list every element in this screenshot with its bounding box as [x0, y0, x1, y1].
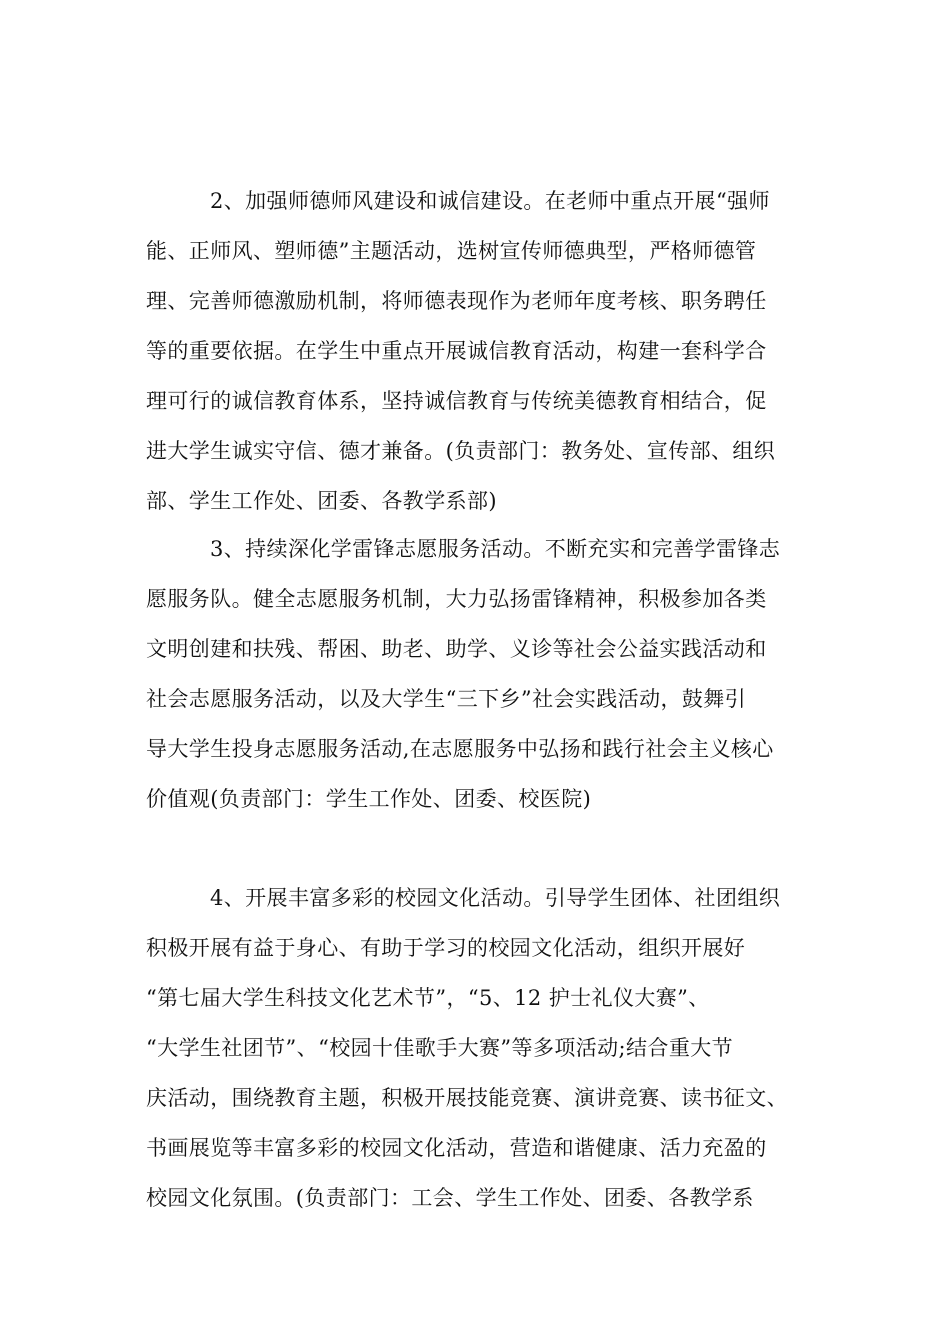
- text-line: 社会志愿服务活动，以及大学生“三下乡”社会实践活动，鼓舞引: [146, 687, 747, 711]
- text-line: 积极开展有益于身心、有助于学习的校园文化活动，组织开展好: [146, 936, 746, 960]
- text-line: 2、加强师德师风建设和诚信建设。在老师中重点开展“强师: [210, 189, 770, 213]
- paragraph-2-teacher-ethics: [146, 176, 836, 526]
- text-line: 3、持续深化学雷锋志愿服务活动。不断充实和完善学雷锋志: [210, 537, 781, 561]
- text-line: 价值观(负责部门：学生工作处、团委、校医院): [146, 787, 592, 811]
- text-line: 书画展览等丰富多彩的校园文化活动，营造和谐健康、活力充盈的: [146, 1136, 767, 1160]
- text-line: 4、开展丰富多彩的校园文化活动。引导学生团体、社团组织: [210, 886, 781, 910]
- text-line: 部、学生工作处、团委、各教学系部): [146, 489, 497, 513]
- text-line: 理可行的诚信教育体系，坚持诚信教育与传统美德教育相结合，促: [146, 389, 767, 413]
- text-line: 愿服务队。健全志愿服务机制，大力弘扬雷锋精神，积极参加各类: [146, 587, 767, 611]
- text-line: 文明创建和扶残、帮困、助老、助学、义诊等社会公益实践活动和: [146, 637, 767, 661]
- paragraph-4-campus-culture: [146, 873, 836, 1223]
- text-line: “第七届大学生科技文化艺术节”，“5、12 护士礼仪大赛”、: [146, 986, 710, 1010]
- paragraph-3-volunteer-service: [146, 524, 836, 824]
- text-line: 校园文化氛围。(负责部门：工会、学生工作处、团委、各教学系: [146, 1186, 754, 1210]
- text-line: 导大学生投身志愿服务活动,在志愿服务中弘扬和践行社会主义核心: [146, 737, 774, 761]
- text-line: 等的重要依据。在学生中重点开展诚信教育活动，构建一套科学合: [146, 339, 767, 363]
- text-line: 能、正师风、塑师德”主题活动，选树宣传师德典型，严格师德管: [146, 239, 757, 263]
- text-line: “大学生社团节”、“校园十佳歌手大赛”等多项活动;结合重大节: [146, 1036, 734, 1060]
- text-line: 庆活动，围绕教育主题，积极开展技能竞赛、演讲竞赛、读书征文、: [146, 1086, 788, 1110]
- text-line: 理、完善师德激励机制，将师德表现作为老师年度考核、职务聘任: [146, 289, 767, 313]
- text-line: 进大学生诚实守信、德才兼备。(负责部门：教务处、宣传部、组织: [146, 439, 776, 463]
